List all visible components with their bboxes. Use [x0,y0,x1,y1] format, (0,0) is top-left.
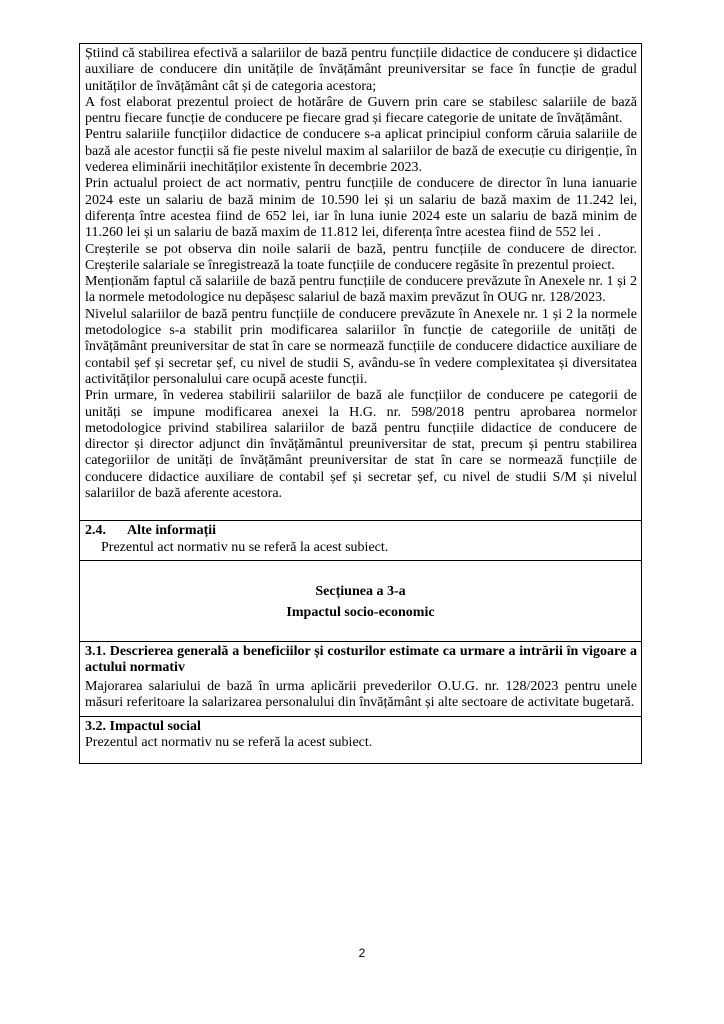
paragraph: Creșterile se pot observa din noile salarii de bază, pentru funcțiile de conducere de director. Creșterile salariale se înregistrează la toate funcțiile de conducere regăsite în prezentul proiect. [85,241,637,273]
section-2-4-number: 2.4. [85,523,106,539]
section-3-heading-cell [80,560,642,641]
section-3-1-title: 3.1. Descrierea generală a beneficiilor și costurilor estimate ca urmare a intrării în vigoare a actului normativ [85,643,637,676]
paragraph: Nivelul salariilor de bază pentru funcțiile de conducere prevăzute în Anexele nr. 1 și 2 la normele metodologice s-a stabilit prin modificarea salariilor în funcție de categoriile de unități de învățământ preuniversitar de stat în care se normează funcțiile de conducere didactice auxiliare de contabil șef și secretar șef, cu nivel de studii S, avându-se în vedere complexitatea și diversitatea activităților personalului care ocupă aceste funcții. [85,306,637,387]
paragraph: Menționăm faptul că salariile de bază pentru funcțiile de conducere prevăzute în Anexele nr. 1 și 2 la normele metodologice nu depășesc salariul de bază maxim prevăzut în OUG nr. 128/2023. [85,274,637,306]
section-subheading: Impactul socio-economic [286,604,435,620]
document-table [79,43,642,764]
section-2-4-text: Prezentul act normativ nu se referă la acest subiect. [101,539,389,555]
row-section-3-heading [80,560,642,641]
row-section-2-3 [80,44,642,521]
section-3-2-text: Prezentul act normativ nu se referă la acest subiect. [85,735,373,750]
paragraph: Știind că stabilirea efectivă a salariilor de bază pentru funcțiile didactice de conducere și didactice auxiliare de conducere din unitățile de învățământ preuniversitar se face în funcție de gradul unităților de învățământ cât și de categoria acestora; [85,46,637,94]
row-section-3-2 [80,716,642,764]
section-2-4-header [85,523,637,539]
section-3-2-cell [80,716,642,764]
paragraph: Prin urmare, în vederea stabilirii salariilor de bază ale funcțiilor de conducere pe categorii de unități se impune modificarea anexei la H.G. nr. 598/2018 pentru aprobarea normelor metodologice privind stabilirea salariilor de bază pentru funcțiile didactice de conducere de director și director adjunct din învățământul preuniversitar de stat, precum și pentru stabilirea categoriilor de unități de învățământ preuniversitar de stat în care se normează funcțiile de conducere didactice auxiliare de contabil șef și secretar șef, cu nivel de studii S/M și nivelul salariilor de bază aferente acestora. [85,388,637,502]
section-2-4-title: Alte informații [127,523,217,539]
page-number: 2 [358,946,366,960]
paragraph: Pentru salariile funcțiilor didactice de conducere s-a aplicat principiul conform căruia salariile de bază ale acestor funcții să fie peste nivelul maxim al salariilor de bază de execuție cu dirigenție, în vederea eliminării inechităților existente în decembrie 2023. [85,127,637,176]
paragraph: A fost elaborat prezentul proiect de hotărâre de Guvern prin care se stabilesc salariile de bază pentru fiecare funcție de conducere pe fiecare grad și fiecare categorie de unitate de învățământ. [85,94,637,127]
paragraph: Prin actualul proiect de act normativ, pentru funcțiile de conducere de director în luna ianuarie 2024 este un salariu de bază minim de 10.590 lei și un salariu de bază maxim de 11.242 lei, diferența între acestea fiind de 652 lei, iar în luna iunie 2024 este un salariu de bază minim de 11.260 lei și un salariu de bază maxim de 11.812 lei, diferența între acestea fiind de 552 lei . [85,176,637,241]
section-2-3-cell [80,44,642,521]
section-3-2-title: 3.2. Impactul social [85,718,201,734]
section-3-1-cell [80,641,642,716]
row-section-2-4 [80,521,642,561]
row-section-3-1 [80,641,642,716]
section-3-1-text: Majorarea salariului de bază în urma aplicării prevederilor O.U.G. nr. 128/2023 pentru unele măsuri referitoare la salarizarea personalului din învățământ și alte sectoare de activitate bugetară. [85,678,637,711]
section-heading: Secțiunea a 3-a [315,583,406,599]
section-2-4-cell [80,521,642,561]
